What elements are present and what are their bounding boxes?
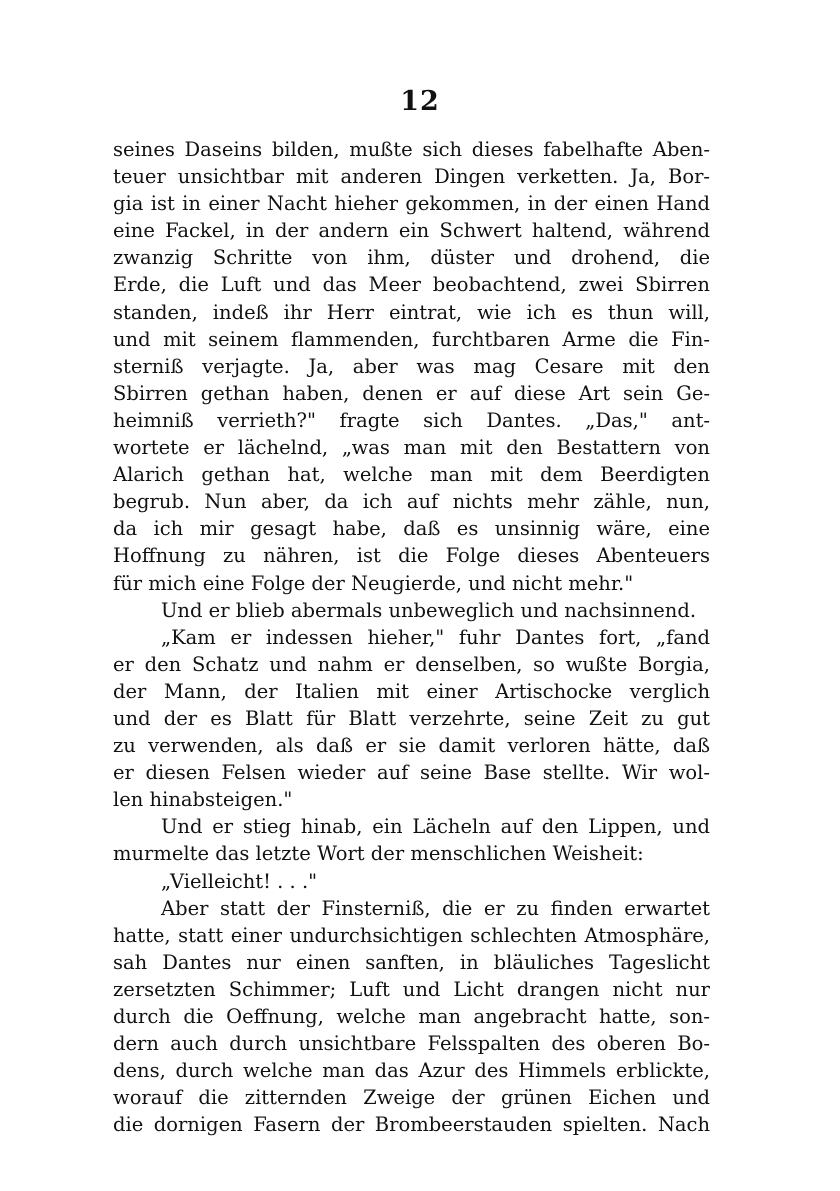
- text-line: Und er blieb abermals unbeweglich und nachsinnend.: [161, 598, 697, 622]
- text-line: für mich eine Folge der Neugierde, und nicht mehr.": [113, 571, 634, 595]
- text-line: Alarich gethan hat, welche man mit dem Beerdigten: [113, 463, 710, 487]
- text-line: sah Dantes nur einen sanften, in bläuliches Tageslicht: [113, 950, 710, 974]
- text-line: sterniß verjagte. Ja, aber was mag Cesare mit den: [113, 354, 710, 378]
- text-line: der Mann, der Italien mit einer Artischocke verglich: [113, 679, 710, 703]
- text-line: dens, durch welche man das Azur des Himmels erblickte,: [113, 1059, 710, 1083]
- text-line: und der es Blatt für Blatt verzehrte, seine Zeit zu gut: [113, 706, 710, 730]
- text-line: zersetzten Schimmer; Luft und Licht drangen nicht nur: [113, 977, 710, 1001]
- text-line: begrub. Nun aber, da ich auf nichts mehr zähle, nun,: [113, 490, 710, 514]
- text-line: durch die Oeffnung, welche man angebracht hatte, son-: [113, 1005, 710, 1028]
- text-line: hatte, statt einer undurchsichtigen schlechten Atmosphäre,: [113, 923, 710, 947]
- text-line: er den Schatz und nahm er denselben, so wußte Borgia,: [113, 652, 710, 676]
- text-line: wortete er lächelnd, „was man mit den Bestattern von: [113, 436, 710, 460]
- text-line: Und er stieg hinab, ein Lächeln auf den Lippen, und: [161, 815, 710, 839]
- text-line: Aber statt der Finsterniß, die er zu finden erwartet: [161, 896, 710, 920]
- text-line: gia ist in einer Nacht hieher gekommen, in der einen Hand: [113, 192, 710, 216]
- text-line: murmelte das letzte Wort der menschlichen Weisheit:: [113, 842, 644, 866]
- text-line: eine Fackel, in der andern ein Schwert haltend, während: [113, 219, 710, 243]
- text-line: seines Daseins bilden, mußte sich dieses fabelhafte Aben-: [113, 138, 710, 161]
- body-text: [113, 136, 710, 1138]
- text-line: zwanzig Schritte von ihm, düster und drohend, die: [113, 246, 710, 270]
- text-line: zu verwenden, als daß er sie damit verloren hätte, daß: [113, 734, 710, 758]
- text-line: „Vielleicht! . . .": [161, 869, 318, 893]
- page-number: 12: [400, 86, 440, 117]
- text-line: teuer unsichtbar mit anderen Dingen verketten. Ja, Bor-: [113, 165, 710, 189]
- text-line: Hoffnung zu nähren, ist die Folge dieses Abenteuers: [113, 544, 710, 568]
- text-line: „Kam er indessen hieher," fuhr Dantes fort, „fand: [161, 625, 710, 649]
- text-line: dern auch durch unsichtbare Felsspalten des oberen Bo-: [113, 1032, 710, 1056]
- text-line: die dornigen Fasern der Brombeerstauden spielten. Nach: [113, 1113, 710, 1137]
- text-line: Erde, die Luft und das Meer beobachtend, zwei Sbirren: [113, 273, 710, 297]
- text-line: standen, indeß ihr Herr eintrat, wie ich es thun will,: [113, 300, 710, 324]
- text-line: da ich mir gesagt habe, daß es unsinnig wäre, eine: [113, 517, 710, 541]
- text-line: er diesen Felsen wieder auf seine Base stellte. Wir wol-: [113, 761, 710, 785]
- text-line: worauf die zitternden Zweige der grünen Eichen und: [113, 1086, 710, 1110]
- text-line: Sbirren gethan haben, denen er auf diese Art sein Ge-: [113, 381, 710, 405]
- text-line: und mit seinem flammenden, furchtbaren Arme die Fin-: [113, 327, 710, 351]
- text-line: heimniß verrieth?" fragte sich Dantes. „Das," ant-: [113, 408, 710, 432]
- text-line: len hinabsteigen.": [113, 788, 293, 812]
